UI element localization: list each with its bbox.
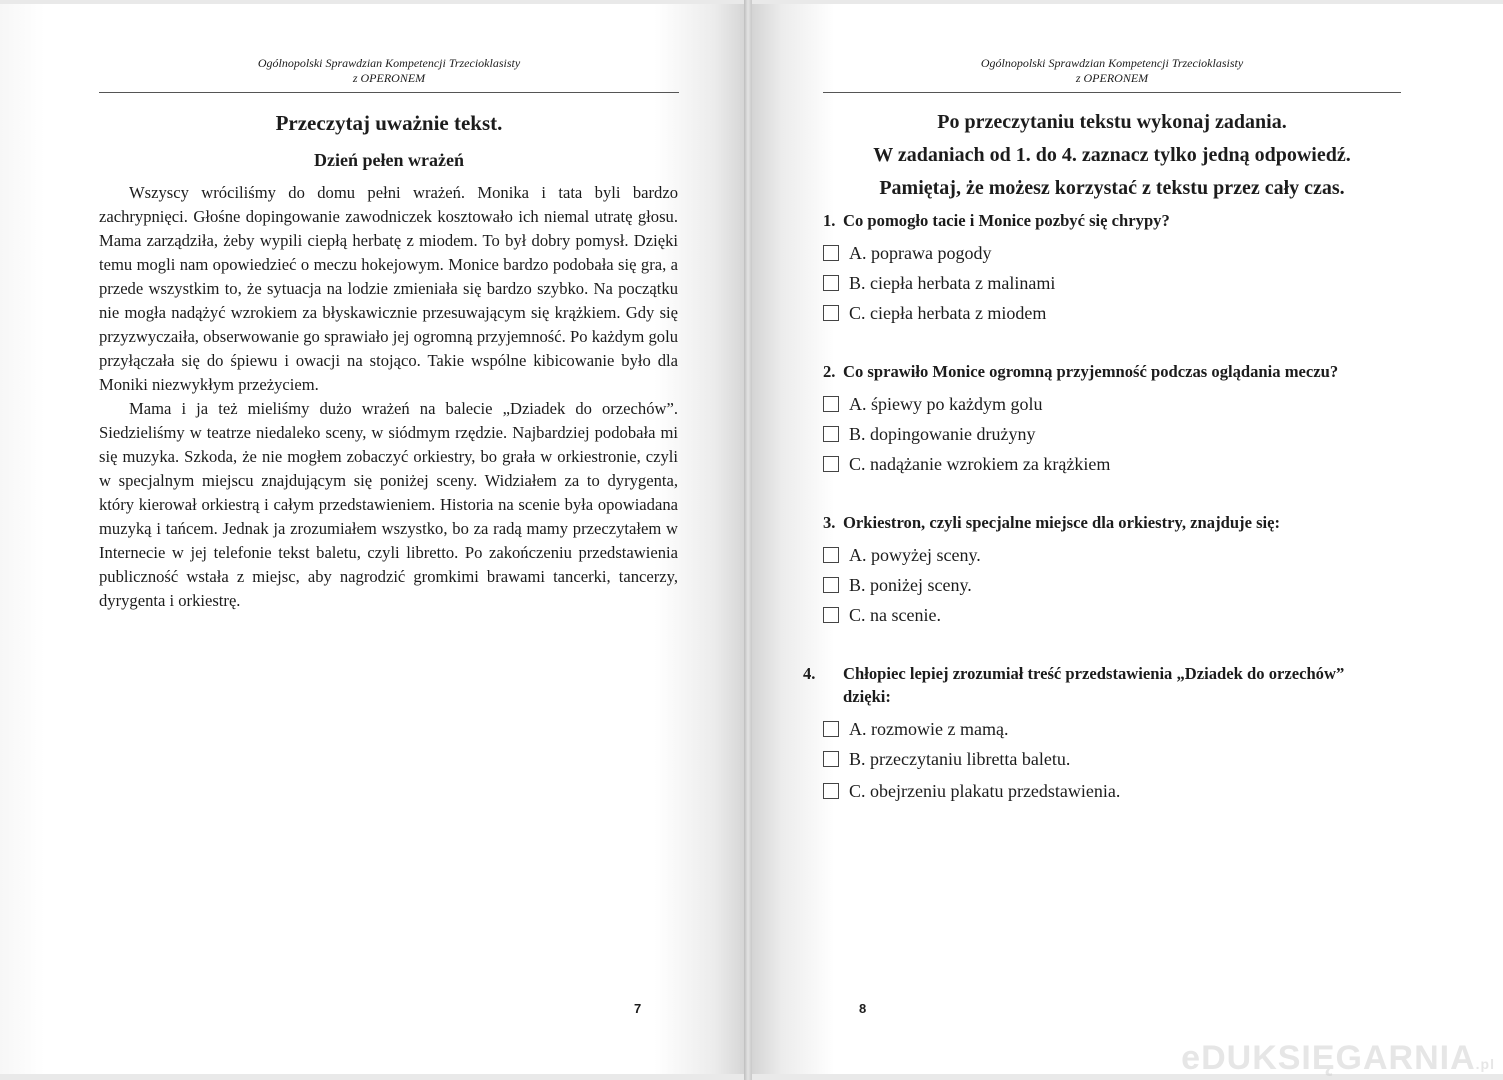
question-1 <box>823 209 1413 232</box>
q3-option-c[interactable] <box>823 604 941 626</box>
checkbox-icon[interactable] <box>823 721 839 737</box>
q3-option-b[interactable] <box>823 574 972 596</box>
q1-option-b[interactable] <box>823 272 1055 294</box>
option-label: B. poniżej sceny. <box>849 574 972 595</box>
question-2 <box>823 360 1413 383</box>
header-line-1: Ogólnopolski Sprawdzian Kompetencji Trzecioklasisty <box>257 56 521 70</box>
left-page <box>0 4 744 1074</box>
question-number: 2. <box>823 362 836 381</box>
option-label: B. dopingowanie drużyny <box>849 423 1036 444</box>
header-line-1: Ogólnopolski Sprawdzian Kompetencji Trzecioklasisty <box>980 56 1244 70</box>
question-number: 1. <box>823 211 836 230</box>
checkbox-icon[interactable] <box>823 547 839 563</box>
checkbox-icon[interactable] <box>823 275 839 291</box>
watermark-suffix: .pl <box>1475 1056 1495 1072</box>
question-3 <box>823 511 1413 534</box>
reading-text <box>99 181 678 613</box>
question-text: Orkiestron, czyli specjalne miejsce dla orkiestry, znajduje się: <box>843 513 1281 532</box>
running-header-right <box>823 56 1401 93</box>
q4-option-b[interactable] <box>823 748 1070 770</box>
q1-option-c[interactable] <box>823 302 1046 324</box>
option-label: C. na scenie. <box>849 604 941 625</box>
question-number: 4. <box>803 664 816 683</box>
q2-option-c[interactable] <box>823 453 1110 475</box>
q4-option-c[interactable] <box>823 780 1120 802</box>
paragraph-2: Mama i ja też mieliśmy dużo wrażeń na balecie „Dziadek do orzechów”. Siedzieliśmy w teatrze niedaleko sceny, w siódmym rzędzie. Najbardziej podobała mi się muzyka. Szkoda, że nie mogłem zobaczyć orkiestry, bo grała w orkiestronie, czyli w specjalnym miejscu znajdującym się poniżej sceny. Widziałem za to dyrygenta, który kierował orkiestrą i całym przedstawieniem. Historia na scenie była opowiadana muzyką i tańcem. Jednak ja zrozumiałem wszystko, bo za radą mamy przeczytałem w Internecie w jej telefonie tekst baletu, czyli libretto. Po zakończeniu przedstawienia publiczność wstała z miejsc, aby nagrodzić gromkimi brawami tancerki, tancerzy, dyrygenta i orkiestrę. <box>99 399 678 610</box>
checkbox-icon[interactable] <box>823 577 839 593</box>
header-line-2: z OPERONEM <box>352 71 426 85</box>
question-text: Chłopiec lepiej zrozumiał treść przedstawienia „Dziadek do orzechów” dzięki: <box>843 664 1345 706</box>
option-label: A. śpiewy po każdym golu <box>849 393 1043 414</box>
instruction-1: Po przeczytaniu tekstu wykonaj zadania. <box>937 111 1287 133</box>
question-text: Co pomogło tacie i Monice pozbyć się chrypy? <box>843 211 1170 230</box>
checkbox-icon[interactable] <box>823 607 839 623</box>
q2-option-a[interactable] <box>823 393 1042 415</box>
paragraph-1: Wszyscy wróciliśmy do domu pełni wrażeń. Monika i tata byli bardzo zachrypnięci. Głośne dopingowanie zawodniczek kosztowało ich niemal utratę głosu. Mama zarządziła, żeby wypili ciepłą herbatę z miodem. To był dobry pomysł. Dzięki temu mogli nam opowiedzieć o meczu hokejowym. Monice bardzo podobała się gra, a przede wszystkim to, że sytuacja na lodzie zmieniała się bardzo szybko. Na początku nie mogła nadążyć wzrokiem za błyskawicznie przesuwającym się krążkiem. Gdy się przyzwyczaiła, obserwowanie go sprawiało jej ogromną przyjemność. Po każdym golu przyłączała się do śpiewu i owacji na stojąco. Takie wspólne kibicowanie było dla Moniki niezwykłym przeżyciem. <box>99 183 678 394</box>
page-number-right: 8 <box>859 1001 867 1016</box>
option-label: B. przeczytaniu libretta baletu. <box>849 748 1071 769</box>
question-4 <box>803 662 1363 708</box>
checkbox-icon[interactable] <box>823 456 839 472</box>
checkbox-icon[interactable] <box>823 245 839 261</box>
header-line-2: z OPERONEM <box>1075 71 1149 85</box>
book-gutter <box>744 0 752 1080</box>
checkbox-icon[interactable] <box>823 426 839 442</box>
q4-option-a[interactable] <box>823 718 1008 740</box>
instruction-2: W zadaniach od 1. do 4. zaznacz tylko jedną odpowiedź. <box>873 144 1351 166</box>
option-label: A. poprawa pogody <box>849 242 992 263</box>
right-page <box>752 4 1503 1074</box>
option-label: C. ciepła herbata z miodem <box>849 302 1047 323</box>
checkbox-icon[interactable] <box>823 305 839 321</box>
instruction-3: Pamiętaj, że możesz korzystać z tekstu przez cały czas. <box>879 177 1345 199</box>
checkbox-icon[interactable] <box>823 396 839 412</box>
page-number-left: 7 <box>634 1001 642 1016</box>
question-text: Co sprawiło Monice ogromną przyjemność podczas oglądania meczu? <box>843 362 1339 381</box>
story-title: Dzień pełen wrażeń <box>314 150 464 170</box>
option-label: C. nadążanie wzrokiem za krążkiem <box>849 453 1111 474</box>
watermark-main: eDUKSIĘGARNIA <box>1181 1039 1476 1077</box>
option-label: B. ciepła herbata z malinami <box>849 272 1056 293</box>
page-title: Przeczytaj uważnie tekst. <box>275 111 503 135</box>
option-label: C. obejrzeniu plakatu przedstawienia. <box>849 780 1121 801</box>
question-number: 3. <box>823 513 836 532</box>
checkbox-icon[interactable] <box>823 751 839 767</box>
checkbox-icon[interactable] <box>823 783 839 799</box>
option-label: A. rozmowie z mamą. <box>849 718 1009 739</box>
watermark-logo <box>1181 1039 1495 1078</box>
q3-option-a[interactable] <box>823 544 981 566</box>
q1-option-a[interactable] <box>823 242 991 264</box>
running-header-left <box>99 56 679 93</box>
q2-option-b[interactable] <box>823 423 1035 445</box>
option-label: A. powyżej sceny. <box>849 544 981 565</box>
